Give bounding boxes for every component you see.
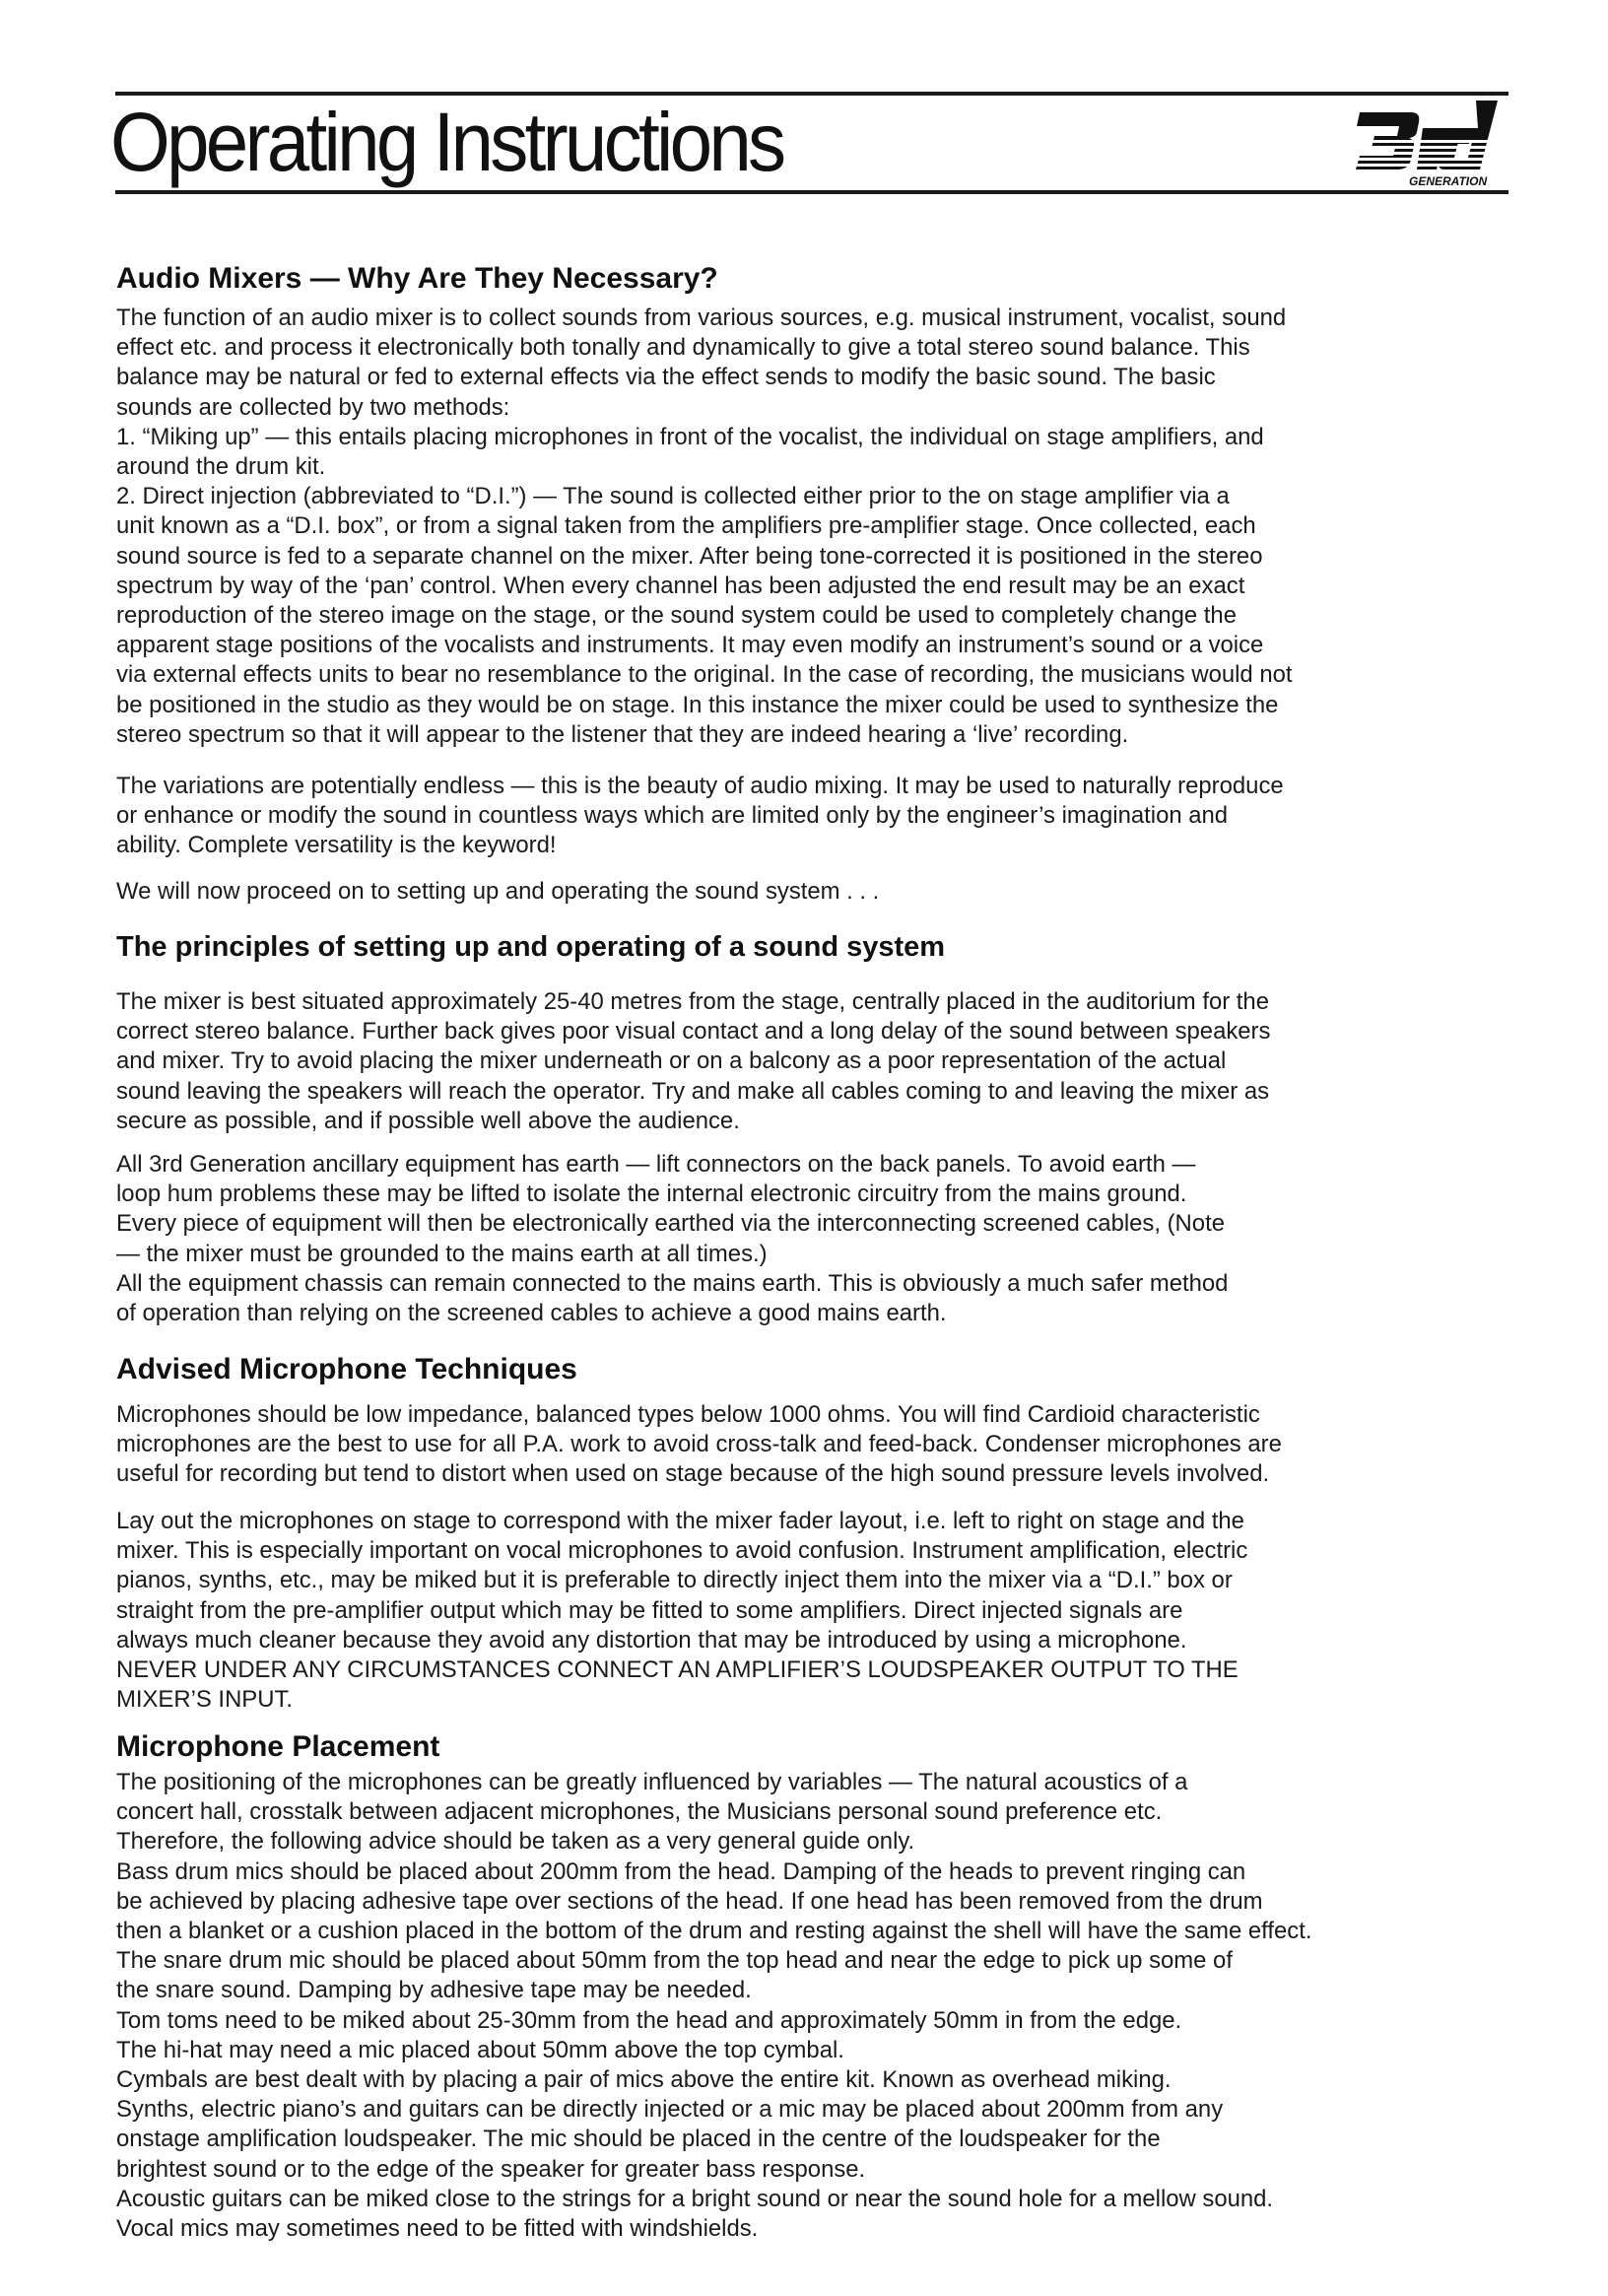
- section-audio-mixers-paragraph-2: [116, 772, 1515, 861]
- text-line: Lay out the microphones on stage to correspond with the mixer fader layout, i.e. left to right on stage and the: [116, 1508, 1244, 1534]
- text-line: then a blanket or a cushion placed in the bottom of the drum and resting against the shell will have the same effect.: [116, 1918, 1312, 1945]
- text-line: always much cleaner because they avoid any distortion that may be introduced by using a microphone.: [116, 1626, 1187, 1654]
- text-line: Cymbals are best dealt with by placing a pair of mics above the entire kit. Known as overhead miking.: [116, 2066, 1172, 2094]
- text-line: The function of an audio mixer is to collect sounds from various sources, e.g. musical instrument, vocalist, sound: [116, 304, 1287, 331]
- list-item-miking-up: 1. “Miking up” — this entails placing microphones in front of the vocalist, the individual on stage amplifiers, and: [116, 423, 1264, 450]
- text-line: straight from the pre-amplifier output which may be fitted to some amplifiers. Direct injected signals are: [116, 1596, 1183, 1624]
- text-line: mixer. This is especially important on vocal microphones to avoid confusion. Instrument amplification, electric: [116, 1537, 1248, 1565]
- text-line: around the drum kit.: [116, 453, 326, 481]
- text-line: reproduction of the stereo image on the stage, or the sound system could be used to completely change the: [116, 602, 1237, 630]
- section-principles-paragraph-2: [116, 1150, 1515, 1328]
- text-line: sound source is fed to a separate channel on the mixer. After being tone-corrected it is positioned in the stereo: [116, 542, 1263, 570]
- text-line: effect etc. and process it electronically both tonally and dynamically to give a total stereo sound balance. This: [116, 334, 1250, 362]
- text-line: Therefore, the following advice should be taken as a very general guide only.: [116, 1828, 915, 1856]
- text-line: — the mixer must be grounded to the mains earth at all times.): [116, 1240, 768, 1267]
- section-techniques-paragraph-1: [116, 1400, 1515, 1490]
- text-line: All the equipment chassis can remain connected to the mains earth. This is obviously a much safer method: [116, 1269, 1229, 1297]
- section-heading-principles: The principles of setting up and operating of a sound system: [116, 931, 946, 963]
- text-line: sounds are collected by two methods:: [116, 393, 510, 421]
- text-line: loop hum problems these may be lifted to isolate the internal electronic circuitry from the mains ground.: [116, 1181, 1187, 1208]
- text-line: The positioning of the microphones can be greatly influenced by variables — The natural acoustics of a: [116, 1769, 1188, 1795]
- text-line: apparent stage positions of the vocalists and instruments. It may even modify an instrument’s sound or a voice: [116, 632, 1264, 659]
- text-line: stereo spectrum so that it will appear to the listener that they are indeed hearing a ‘live’ recording.: [116, 720, 1129, 748]
- text-line: The variations are potentially endless — this is the beauty of audio mixing. It may be used to naturally reproduce: [116, 773, 1284, 799]
- text-line: spectrum by way of the ‘pan’ control. When every channel has been adjusted the end result may be an exact: [116, 572, 1245, 599]
- page-title: Operating Instructions: [110, 96, 783, 188]
- text-line: The snare drum mic should be placed about 50mm from the top head and near the edge to pick up some of: [116, 1947, 1233, 1975]
- section-principles-paragraph-1: [116, 987, 1515, 1136]
- text-line: Vocal mics may sometimes need to be fitted with windshields.: [116, 2215, 759, 2243]
- text-line: balance may be natural or fed to external effects via the effect sends to modify the basic sound. The basic: [116, 364, 1216, 391]
- text-line: ability. Complete versatility is the keyword!: [116, 832, 557, 859]
- text-line: useful for recording but tend to distort when used on stage because of the high sound pressure levels involved.: [116, 1460, 1270, 1488]
- header-bottom-rule: [115, 190, 1508, 194]
- text-line: of operation than relying on the screened cables to achieve a good mains earth.: [116, 1300, 947, 1327]
- svg-text:GENERATION: GENERATION: [1409, 174, 1488, 187]
- section-placement-paragraph-1: [116, 1768, 1515, 2244]
- text-line: Synths, electric piano’s and guitars can be directly injected or a mic may be placed about 200mm from any: [116, 2096, 1224, 2124]
- text-line: be positioned in the studio as they would be on stage. In this instance the mixer could be used to synthesize the: [116, 691, 1279, 718]
- section-techniques-paragraph-2: [116, 1507, 1515, 1715]
- text-line: Tom toms need to be miked about 25-30mm from the head and approximately 50mm in from the edge.: [116, 2006, 1182, 2034]
- text-line: The mixer is best situated approximately 25-40 metres from the stage, centrally placed in the auditorium for the: [116, 988, 1269, 1015]
- text-line: We will now proceed on to setting up and operating the sound system . . .: [116, 878, 880, 905]
- text-line: and mixer. Try to avoid placing the mixer underneath or on a balcony as a poor representation of the actual: [116, 1047, 1227, 1075]
- section-audio-mixers-paragraph-1: [116, 304, 1515, 750]
- text-line: concert hall, crosstalk between adjacent microphones, the Musicians personal sound preference etc.: [116, 1798, 1163, 1826]
- text-line: All 3rd Generation ancillary equipment has earth — lift connectors on the back panels. To avoid earth —: [116, 1151, 1196, 1178]
- section-audio-mixers-paragraph-3: [116, 877, 1515, 907]
- text-line: or enhance or modify the sound in countless ways which are limited only by the engineer’s imagination and: [116, 802, 1229, 830]
- text-line: Every piece of equipment will then be electronically earthed via the interconnecting screened cables, (Note: [116, 1210, 1225, 1238]
- text-line: Acoustic guitars can be miked close to the strings for a bright sound or near the sound hole for a mellow sound.: [116, 2185, 1274, 2212]
- section-heading-audio-mixers: Audio Mixers — Why Are They Necessary?: [116, 262, 718, 295]
- text-line: sound leaving the speakers will reach the operator. Try and make all cables coming to and leaving the mixer as: [116, 1077, 1270, 1105]
- warning-text: MIXER’S INPUT.: [116, 1686, 294, 1714]
- text-line: via external effects units to bear no resemblance to the original. In the case of recording, the musicians would not: [116, 661, 1293, 689]
- text-line: microphones are the best to use for all P.A. work to avoid cross-talk and feed-back. Condenser microphones are: [116, 1431, 1282, 1458]
- text-line: pianos, synths, etc., may be miked but it is preferable to directly inject them into the mixer via a “D.I.” box or: [116, 1567, 1233, 1594]
- text-line: the snare sound. Damping by adhesive tape may be needed.: [116, 1977, 752, 2004]
- text-line: brightest sound or to the edge of the speaker for greater bass response.: [116, 2155, 866, 2183]
- text-line: be achieved by placing adhesive tape over sections of the head. If one head has been removed from the drum: [116, 1887, 1263, 1915]
- text-line: The hi-hat may need a mic placed about 50mm above the top cymbal.: [116, 2036, 844, 2063]
- text-line: correct stereo balance. Further back gives poor visual contact and a long delay of the sound between speakers: [116, 1018, 1271, 1046]
- 3rd-generation-logo-icon: [1350, 99, 1508, 187]
- section-heading-advised-microphone-techniques: Advised Microphone Techniques: [116, 1353, 577, 1385]
- text-line: onstage amplification loudspeaker. The mic should be placed in the centre of the loudspeaker for the: [116, 2126, 1161, 2153]
- text-line: secure as possible, and if possible well above the audience.: [116, 1107, 740, 1134]
- text-line: Microphones should be low impedance, balanced types below 1000 ohms. You will find Cardioid characteristic: [116, 1401, 1260, 1428]
- text-line: unit known as a “D.I. box”, or from a signal taken from the amplifiers pre-amplifier stage. Once collected, each: [116, 512, 1256, 540]
- warning-text: NEVER UNDER ANY CIRCUMSTANCES CONNECT AN AMPLIFIER’S LOUDSPEAKER OUTPUT TO THE: [116, 1656, 1239, 1684]
- text-line: Bass drum mics should be placed about 200mm from the head. Damping of the heads to prevent ringing can: [116, 1857, 1246, 1885]
- list-item-direct-injection: 2. Direct injection (abbreviated to “D.I.”) — The sound is collected either prior to the on stage amplifier via a: [116, 483, 1230, 510]
- section-heading-microphone-placement: Microphone Placement: [116, 1730, 440, 1763]
